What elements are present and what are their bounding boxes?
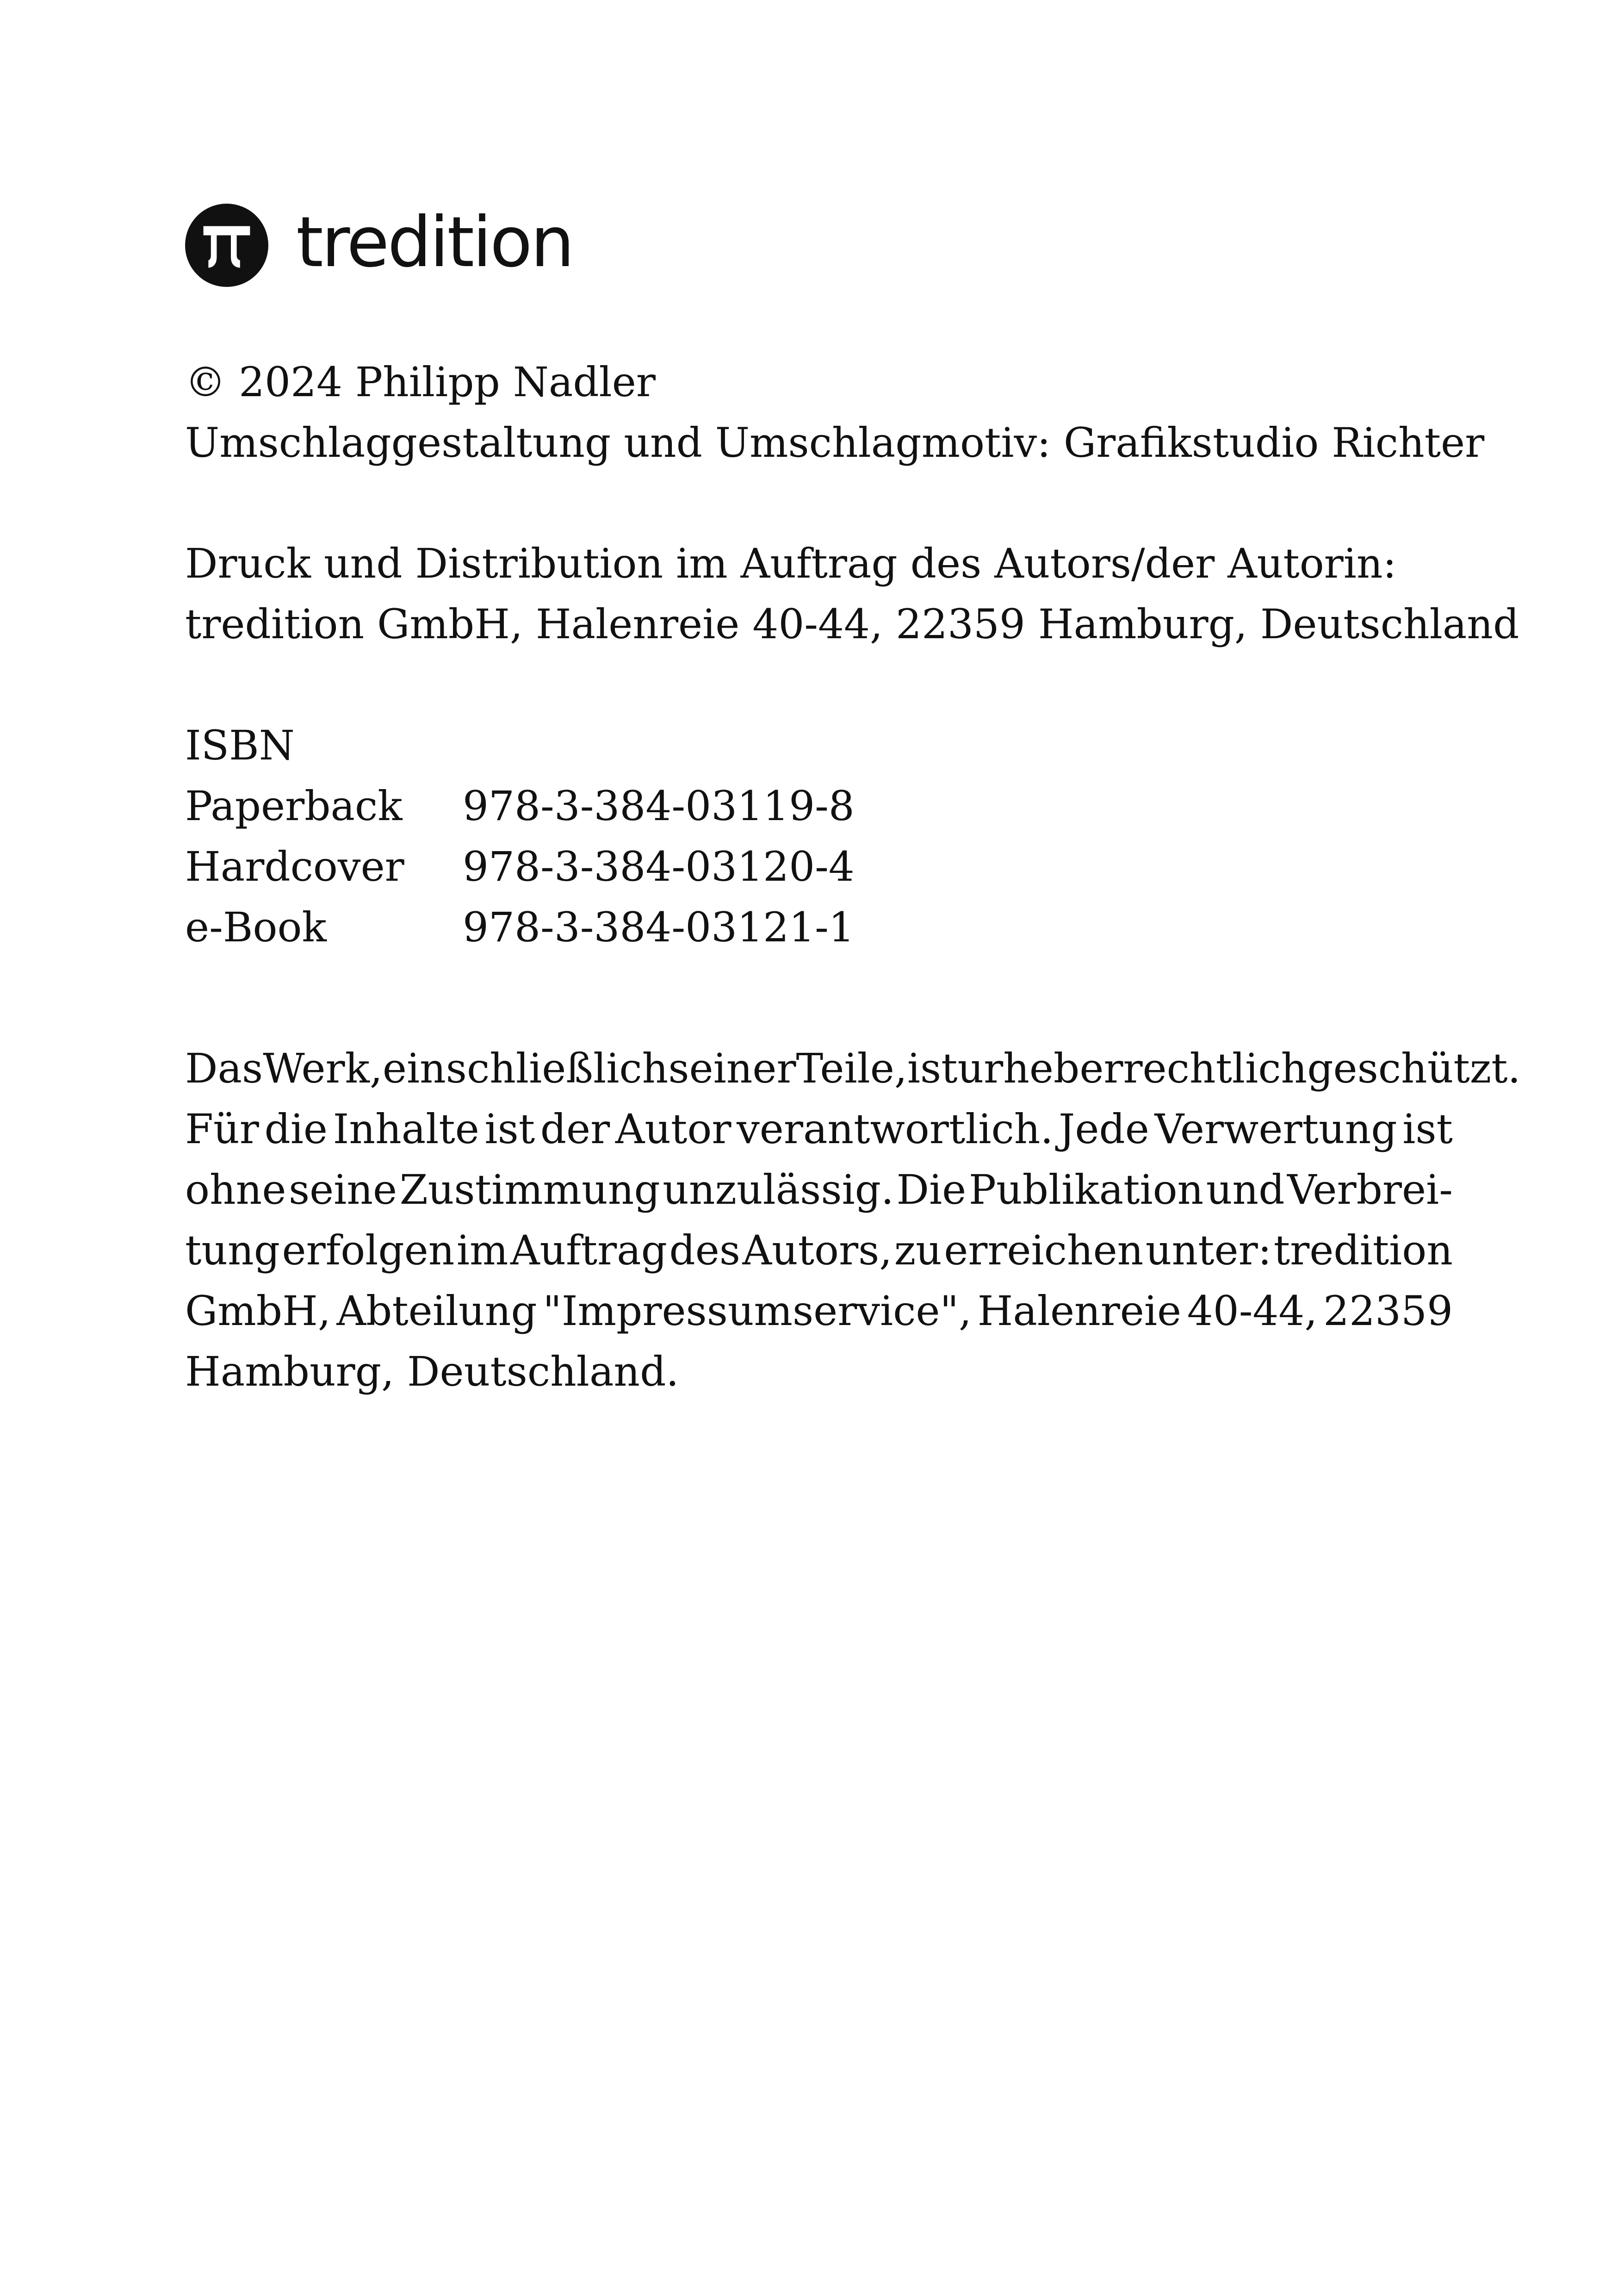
copyright-block [185,352,1484,473]
imprint-page [185,0,1521,2296]
notice-word: unzulässig. [663,1166,894,1213]
notice-word: Für [185,1105,259,1153]
tredition-logo-icon [185,204,268,287]
notice-word: die [264,1105,328,1153]
notice-word: Werk, [263,1045,383,1092]
isbn-row-hardcover [185,836,855,897]
notice-word: Autor [615,1105,732,1153]
notice-line-last: Hamburg, Deutschland. [185,1348,679,1395]
notice-line [185,1281,1453,1341]
notice-word: Die [896,1166,967,1213]
notice-word: Verbrei- [1287,1166,1453,1213]
isbn-value: 978-3-384-03119-8 [463,782,855,830]
notice-word: seiner [668,1045,796,1092]
isbn-label: Hardcover [185,843,404,890]
notice-word: ohne [185,1166,286,1213]
publisher-logo [185,204,573,287]
notice-word: im [456,1226,508,1274]
notice-word: Inhalte [333,1105,479,1153]
distribution-line: Druck und Distribution im Auftrag des Autors/der Autorin: [185,540,1397,587]
notice-word: Publikation [968,1166,1204,1213]
notice-word: ist [907,1045,958,1092]
notice-line [185,1159,1453,1220]
notice-line [185,1099,1453,1159]
cover-design-line: Umschlaggestaltung und Umschlagmotiv: Grafikstudio Richter [185,419,1485,467]
copyright-line: © 2024 Philipp Nadler [185,358,656,406]
notice-word: ist [484,1105,535,1153]
notice-word: Autors, [742,1226,893,1274]
isbn-block [185,715,855,958]
notice-word: der [540,1105,610,1153]
notice-word: "Impressumservice", [543,1287,972,1335]
notice-word: erreichen [944,1226,1144,1274]
notice-word: verantwortlich. [737,1105,1054,1153]
notice-word: des [669,1226,740,1274]
isbn-label: e-Book [185,903,327,951]
isbn-row-paperback [185,776,855,836]
notice-word: 22359 [1323,1287,1453,1335]
notice-line [185,1220,1453,1281]
notice-word: Das [185,1045,263,1092]
notice-word: tung [185,1226,280,1274]
distribution-block [185,533,1519,654]
notice-word: zu [894,1226,942,1274]
isbn-heading: ISBN [185,722,295,769]
notice-word: tredition [1273,1226,1453,1274]
notice-word: Teile, [796,1045,907,1092]
notice-word: Jede [1059,1105,1149,1153]
isbn-label: Paperback [185,782,403,830]
notice-word: 40-44, [1187,1287,1318,1335]
notice-word: Auftrag [510,1226,667,1274]
notice-word: GmbH, [185,1287,331,1335]
notice-word: erfolgen [282,1226,455,1274]
notice-word: Zustimmung [399,1166,660,1213]
notice-word: Verwertung [1154,1105,1397,1153]
isbn-row-ebook [185,897,855,958]
publisher-address-line: tredition GmbH, Halenreie 40-44, 22359 Hamburg, Deutschland [185,600,1519,648]
notice-word: und [1206,1166,1285,1213]
notice-word: ist [1402,1105,1453,1153]
logo-wordmark: tredition [296,202,573,283]
isbn-value: 978-3-384-03120-4 [463,843,855,890]
notice-word: urheberrechtlich [957,1045,1308,1092]
isbn-value: 978-3-384-03121-1 [463,903,855,951]
notice-line [185,1038,1521,1099]
notice-word: geschützt. [1307,1045,1521,1092]
notice-word: seine [288,1166,397,1213]
copyright-notice [185,1038,1521,1402]
notice-word: unter: [1145,1226,1272,1274]
notice-word: Abteilung [336,1287,537,1335]
notice-word: Halenreie [977,1287,1182,1335]
notice-word: einschließlich [382,1045,669,1092]
